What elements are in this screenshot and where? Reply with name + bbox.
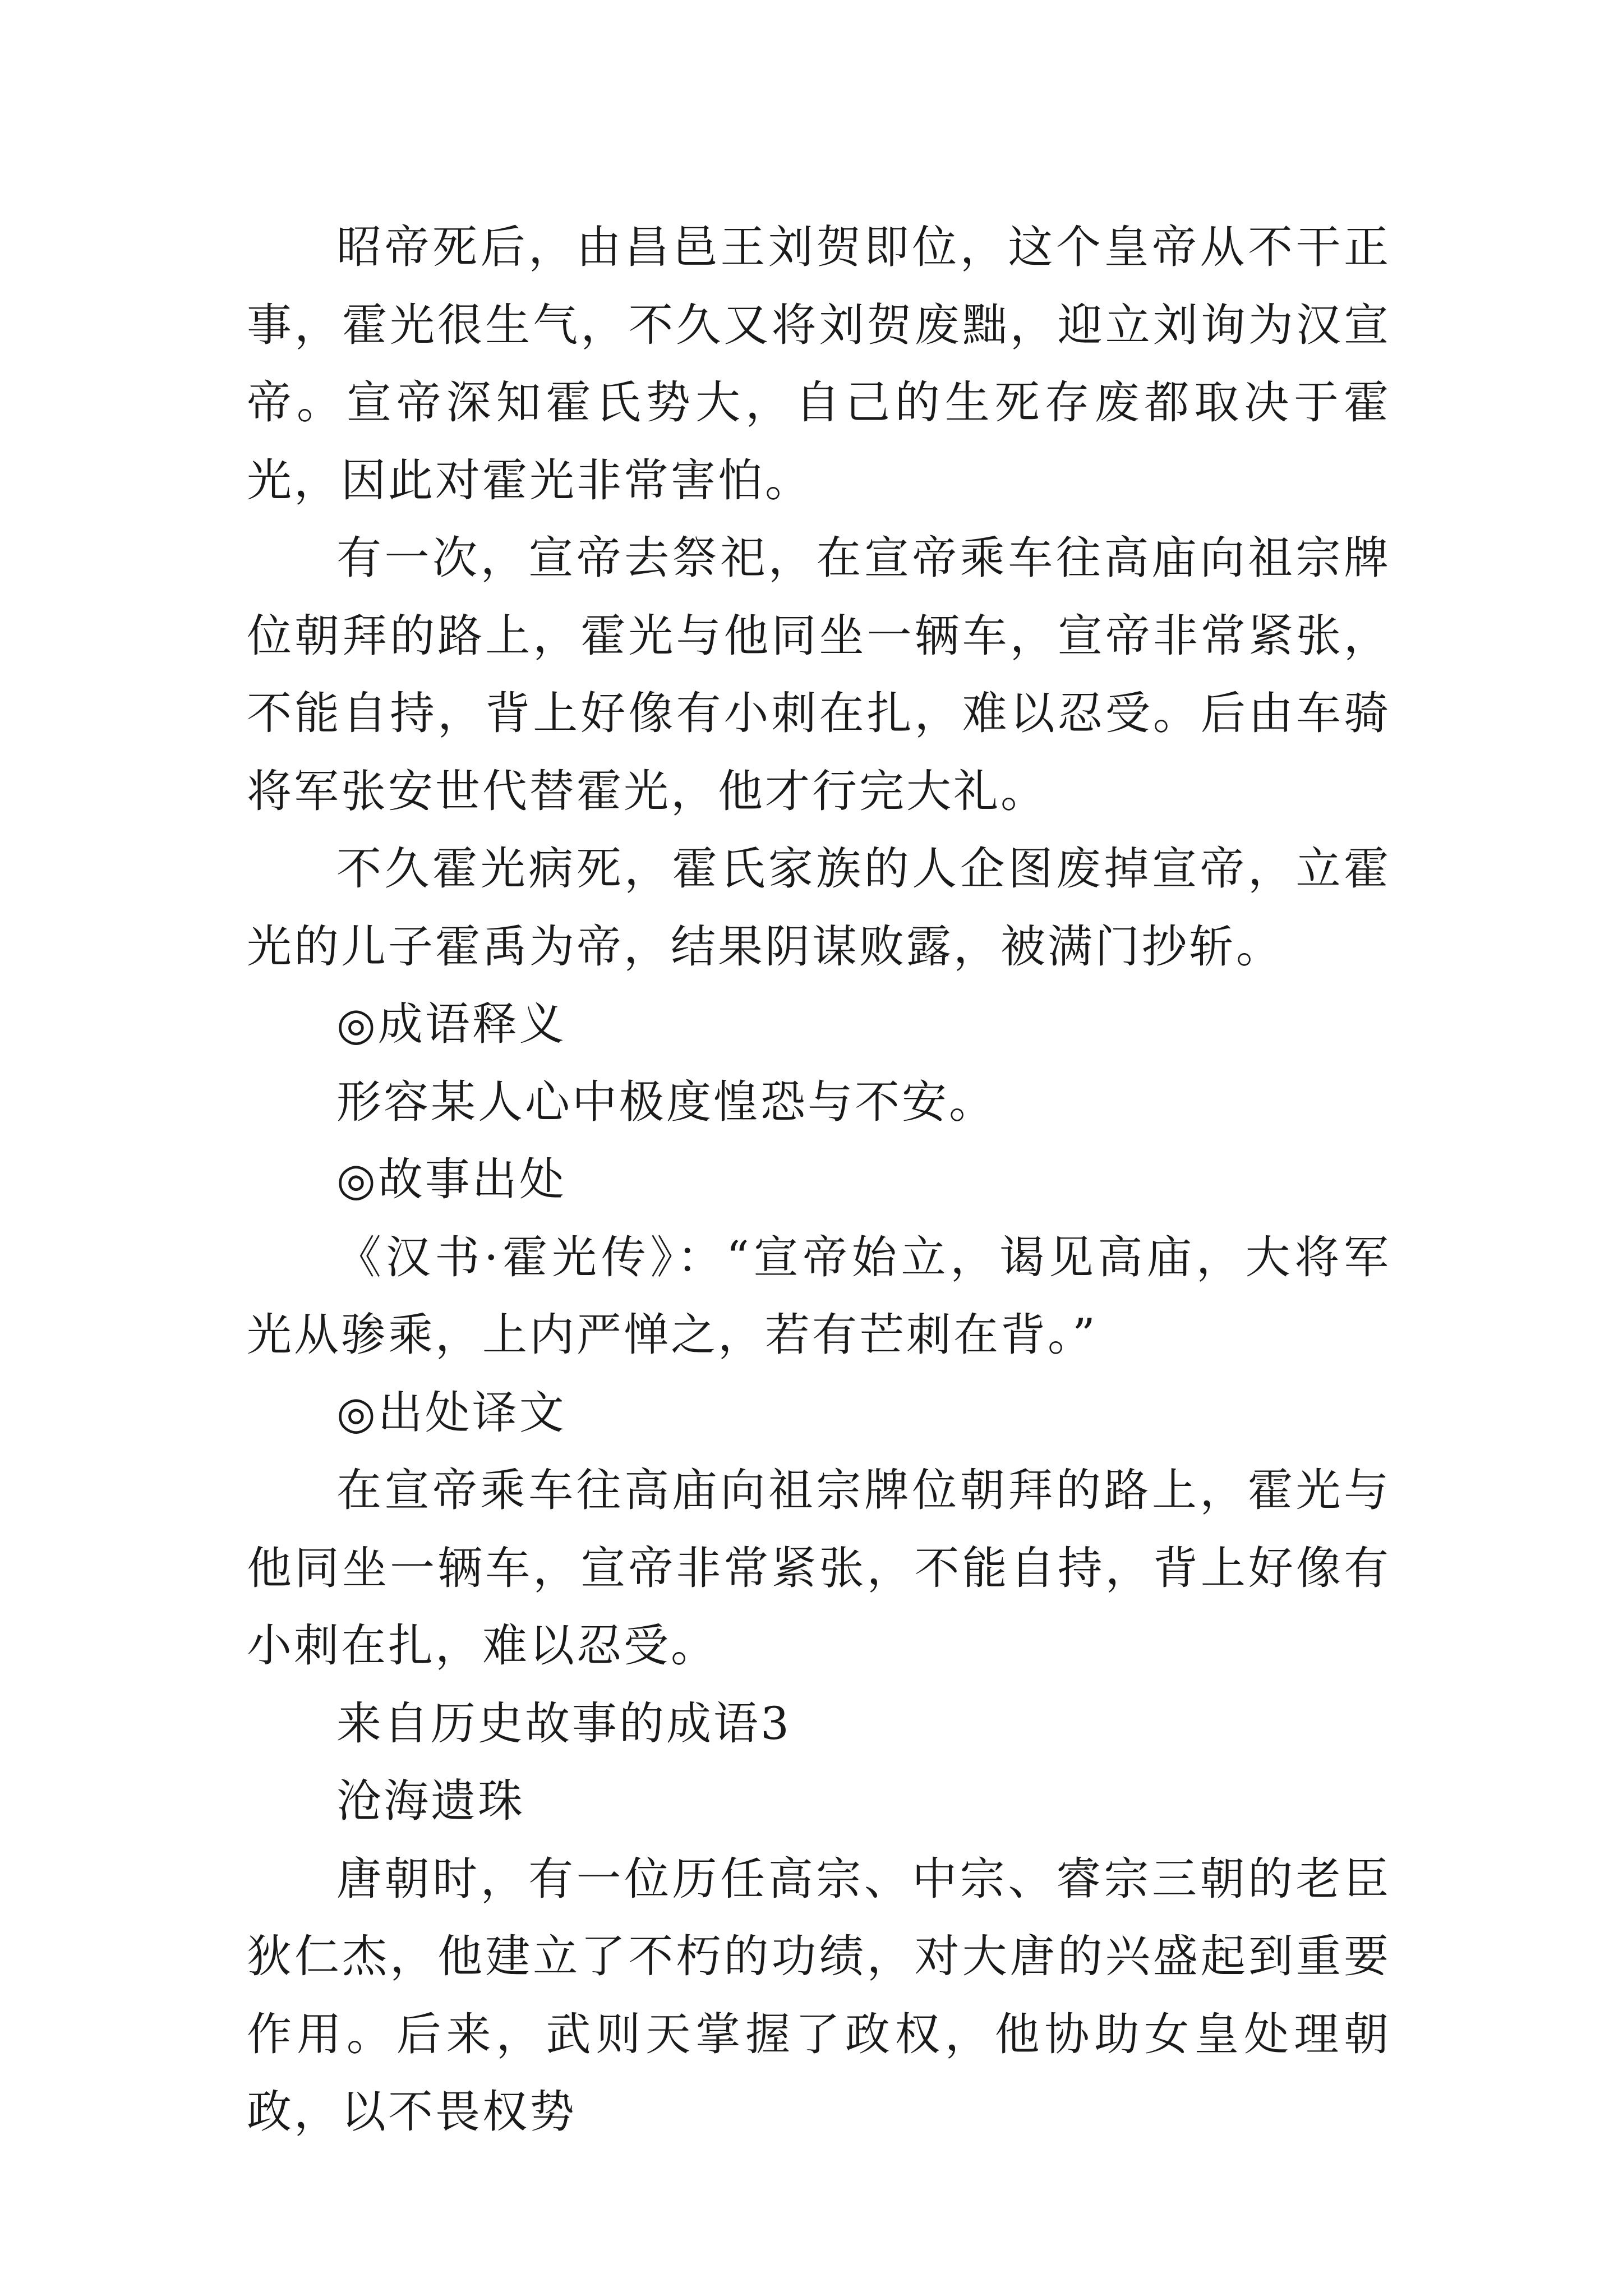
meaning-text: 形容某人心中极度惶恐与不安。	[336, 1075, 996, 1128]
document-body	[247, 209, 1391, 2151]
source-text: 《汉书·霍光传》：“宣帝始立，谒见高庙，大将军光从骖乘，上内严惮之，若有芒刺在背。”	[247, 1231, 1391, 1361]
paragraph-sacrifice: 有一次，宣帝去祭祀，在宣帝乘车往高庙向祖宗牌位朝拜的路上，霍光与他同坐一辆车，宣帝非常紧张，不能自持，背上好像有小刺在扎，难以忍受。后由车骑将军张安世代替霍光，他才行完大礼。	[247, 532, 1391, 817]
section-title: 来自历史故事的成语3	[336, 1697, 791, 1750]
paragraph-emperor-zhao: 昭帝死后，由昌邑王刘贺即位，这个皇帝从不干正事，霍光很生气，不久又将刘贺废黜，迎立刘询为汉宣帝。宣帝深知霍氏势大，自己的生死存废都取决于霍光，因此对霍光非常害怕。	[247, 221, 1391, 507]
idiom-story: 唐朝时，有一位历任高宗、中宗、睿宗三朝的老臣狄仁杰，他建立了不朽的功绩，对大唐的兴盛起到重要作用。后来，武则天掌握了政权，他协助女皇处理朝政，以不畏权势	[247, 1852, 1391, 2138]
translation-heading: ◎出处译文	[336, 1386, 566, 1439]
translation-text: 在宣帝乘车往高庙向祖宗牌位朝拜的路上，霍光与他同坐一辆车，宣帝非常紧张，不能自持，背上好像有小刺在扎，难以忍受。	[247, 1464, 1391, 1672]
idiom-title: 沧海遗珠	[336, 1775, 525, 1827]
meaning-heading: ◎成语释义	[336, 998, 566, 1050]
source-heading: ◎故事出处	[336, 1153, 566, 1205]
paragraph-huo-family: 不久霍光病死，霍氏家族的人企图废掉宣帝，立霍光的儿子霍禹为帝，结果阴谋败露，被满门抄斩。	[247, 843, 1391, 973]
